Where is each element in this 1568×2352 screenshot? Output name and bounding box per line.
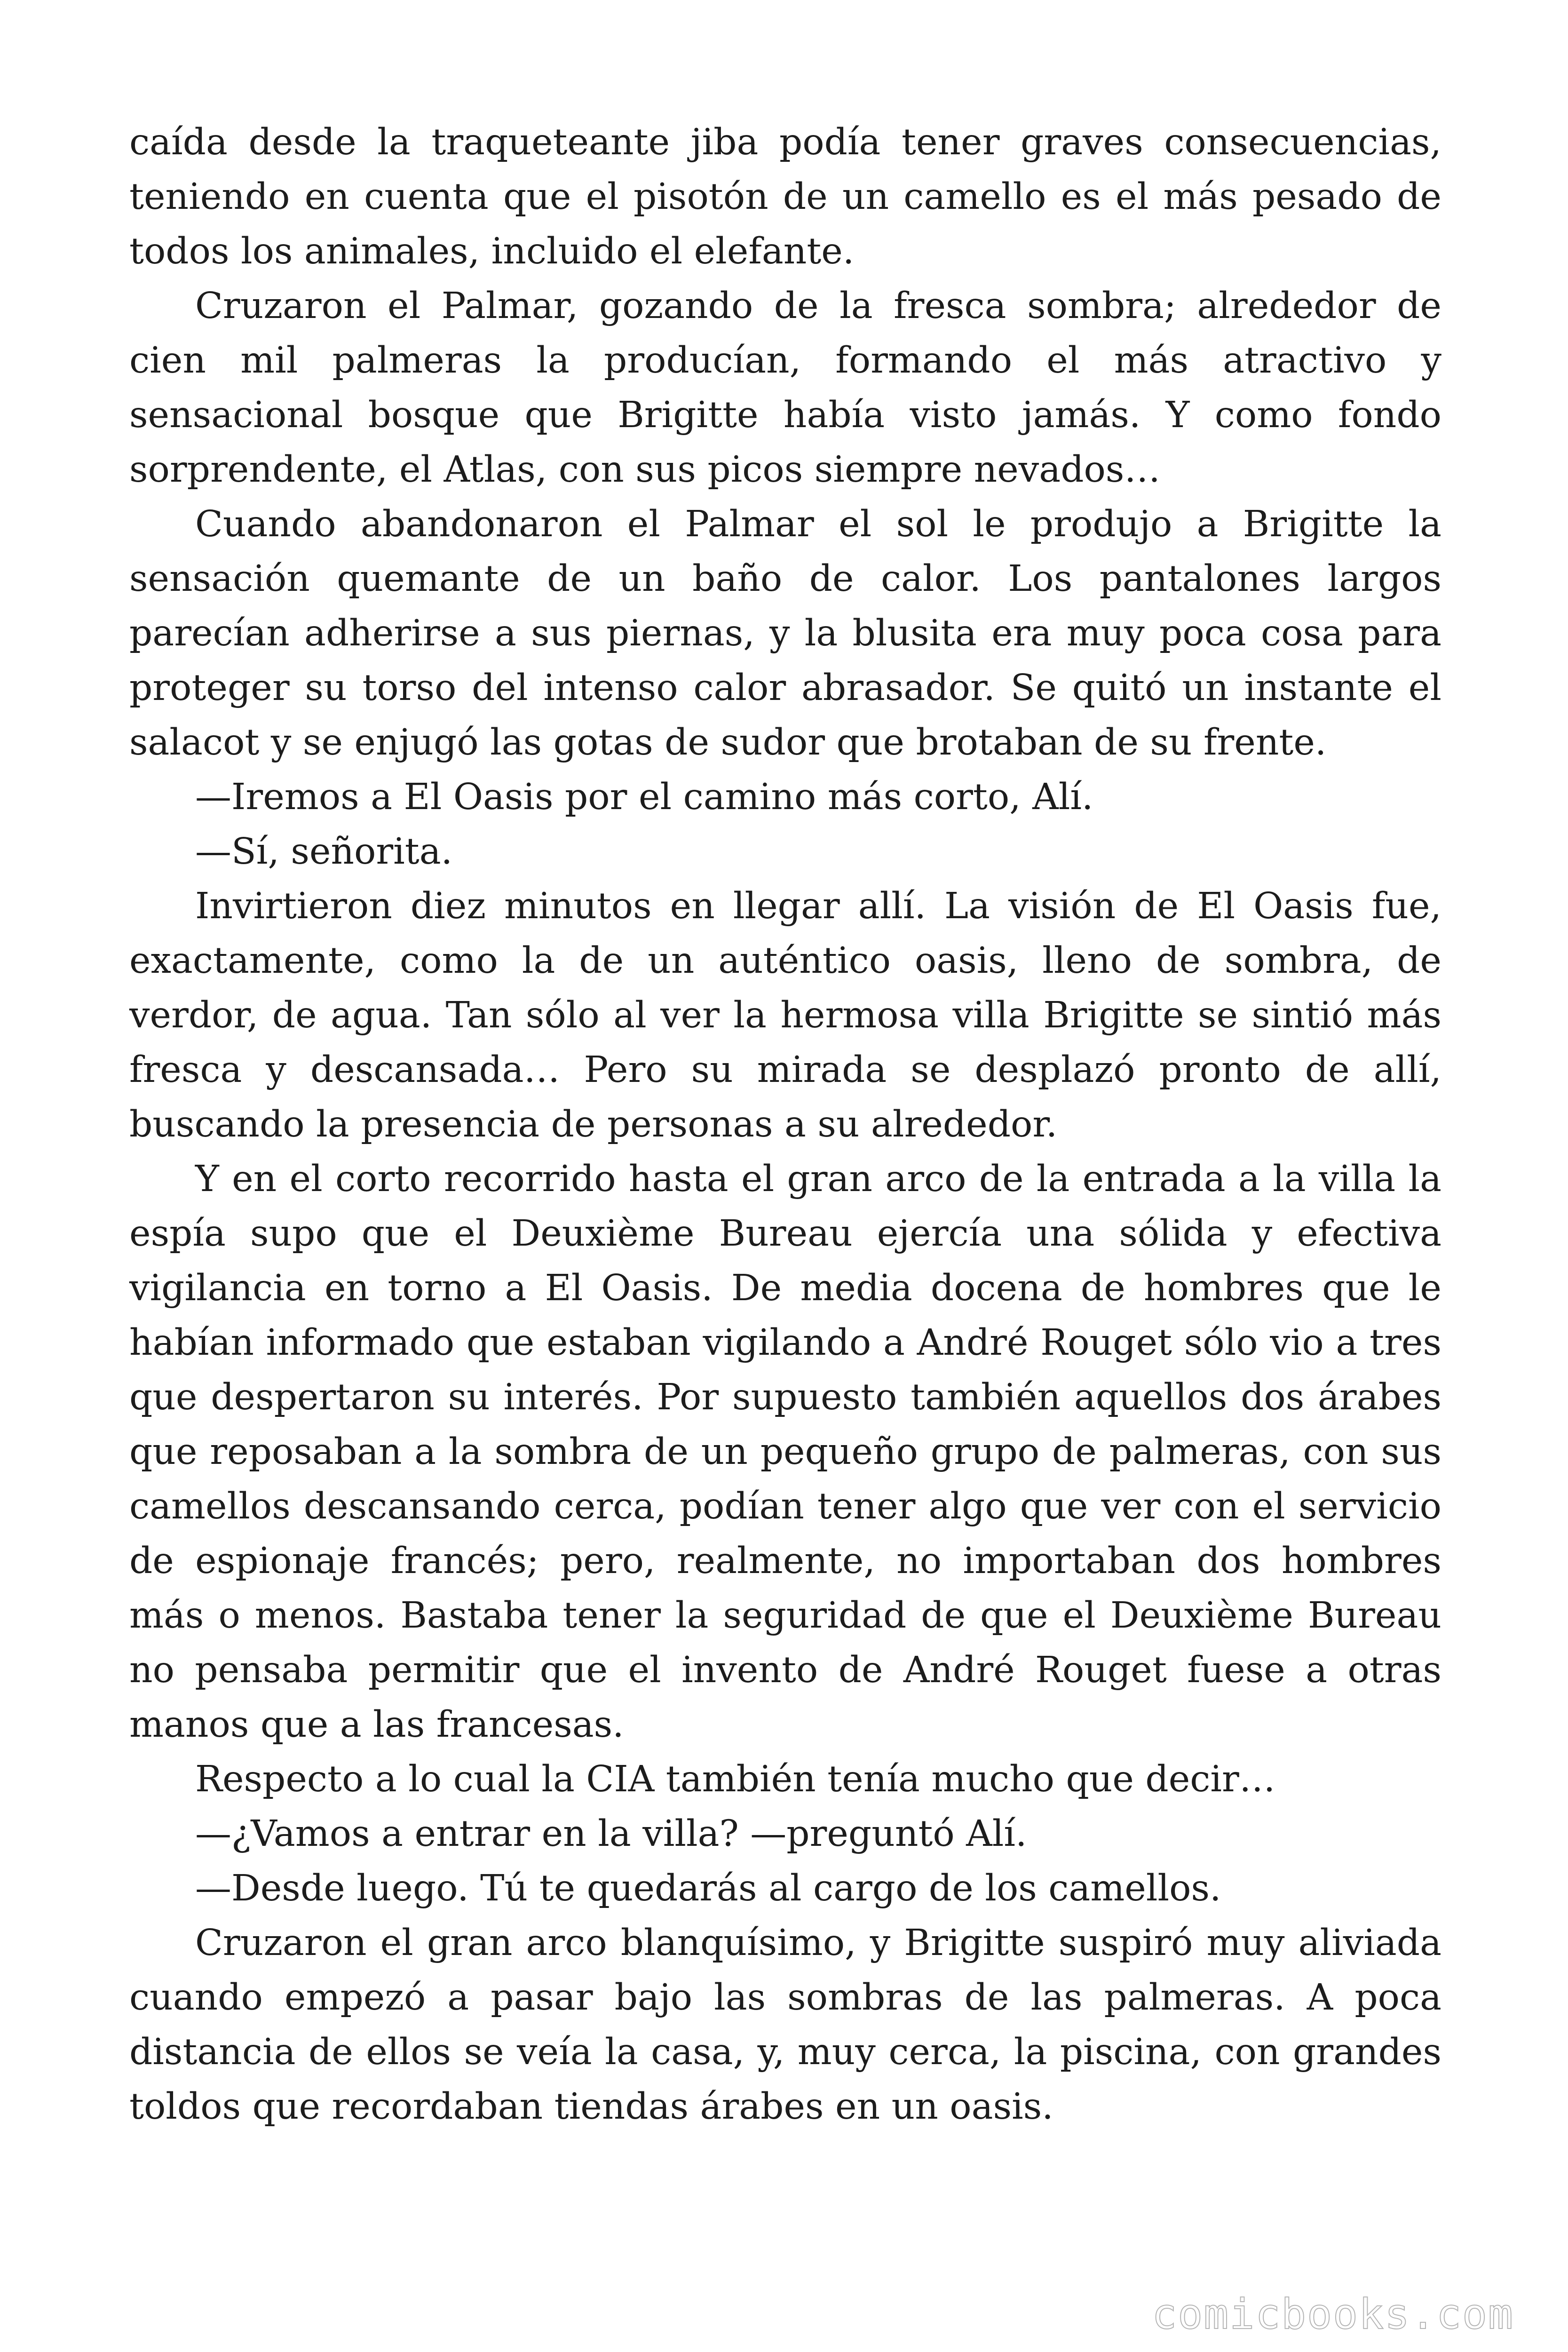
paragraph: Invirtieron diez minutos en llegar allí. La visión de El Oasis fue, exactamente, como la de un auténtico oasis, lleno de sombra, de verdor, de agua. Tan sólo al ver la hermosa villa Brigitte se sintió más fresca y descansada… Pero su mirada se desplazó pronto de allí, buscando la presencia de personas a su alrededor. [129, 885, 1441, 1145]
paragraph: Y en el corto recorrido hasta el gran arco de la entrada a la villa la espía supo que el Deuxième Bureau ejercía una sólida y efectiva vigilancia en torno a El Oasis. De media docena de hombres que le habían informado que estaban vigilando a André Rouget sólo vio a tres que despertaron su interés. Por supuesto también aquellos dos árabes que reposaban a la sombra de un pequeño grupo de palmeras, con sus camellos descansando cerca, podían tener algo que ver con el servicio de espionaje francés; pero, realmente, no importaban dos hombres más o menos. Bastaba tener la seguridad de que el Deuxième Bureau no pensaba permitir que el invento de André Rouget fuese a otras manos que a las francesas. [129, 1158, 1441, 1746]
paragraph: Cuando abandonaron el Palmar el sol le produjo a Brigitte la sensación quemante de un baño de calor. Los pantalones largos parecían adherirse a sus piernas, y la blusita era muy poca cosa para proteger su torso del intenso calor abrasador. Se quitó un instante el salacot y se enjugó las gotas de sudor que brotaban de su frente. [129, 503, 1441, 763]
paragraph: Respecto a lo cual la CIA también tenía mucho que decir… [195, 1758, 1275, 1800]
paragraph: Cruzaron el gran arco blanquísimo, y Brigitte suspiró muy aliviada cuando empezó a pasar bajo las sombras de las palmeras. A poca distancia de ellos se veía la casa, y, muy cerca, la piscina, con grandes toldos que recordaban tiendas árabes en un oasis. [129, 1922, 1441, 2128]
paragraph-continuation: caída desde la traqueteante jiba podía tener graves consecuencias, teniendo en cuenta que el pisotón de un camello es el más pesado de todos los animales, incluido el elefante. [129, 121, 1441, 272]
dialogue-line: —¿Vamos a entrar en la villa? —preguntó Alí. [195, 1813, 1027, 1855]
body-text [129, 115, 1441, 2134]
paragraph: Cruzaron el Palmar, gozando de la fresca sombra; alrededor de cien mil palmeras la producían, formando el más atractivo y sensacional bosque que Brigitte había visto jamás. Y como fondo sorprendente, el Atlas, con sus picos siempre nevados… [129, 285, 1441, 491]
dialogue-line: —Sí, señorita. [195, 831, 453, 873]
watermark: comicbooks.com [1152, 2290, 1514, 2338]
dialogue-line: —Iremos a El Oasis por el camino más corto, Alí. [195, 776, 1093, 818]
dialogue-line: —Desde luego. Tú te quedarás al cargo de los camellos. [195, 1867, 1221, 1909]
book-page [129, 115, 1441, 2209]
